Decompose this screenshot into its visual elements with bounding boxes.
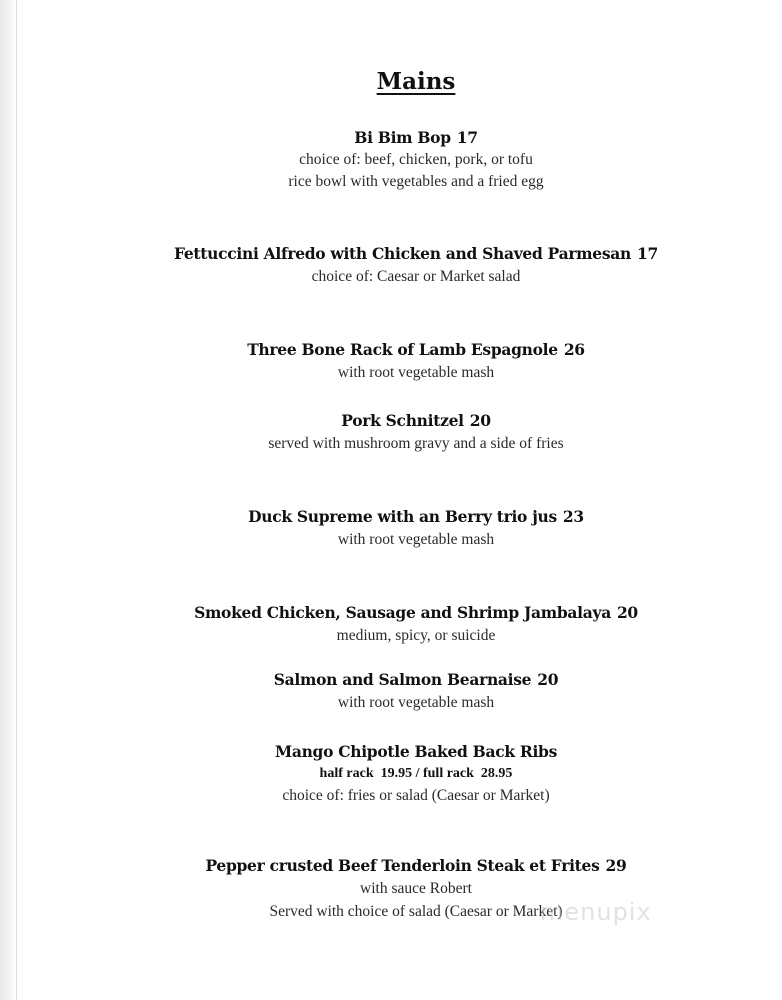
page-edge-shadow [0, 0, 16, 1000]
menu-item-price: 29 [605, 856, 627, 875]
menu-item-price: 20 [537, 670, 559, 689]
menu-item-name-back-ribs: Mango Chipotle Baked Back Ribs [274, 742, 558, 761]
menu-item-name-fettuccini-alfredo: Fettuccini Alfredo with Chicken and Shaved Parmesan 17 [174, 244, 658, 263]
menu-item-name-beef-tenderloin: Pepper crusted Beef Tenderloin Steak et Frites 29 [205, 856, 627, 875]
menu-item-price-options: half rack 19.95 / full rack 28.95 [319, 766, 513, 781]
menu-item-name-pork-schnitzel: Pork Schnitzel 20 [341, 411, 491, 430]
menu-item-name-salmon: Salmon and Salmon Bearnaise 20 [273, 670, 559, 689]
menu-item-price: 17 [456, 128, 478, 147]
menu-item-name-rack-of-lamb: Three Bone Rack of Lamb Espagnole 26 [247, 340, 585, 359]
menu-item-desc: Served with choice of salad (Caesar or Market) [269, 903, 563, 920]
menu-item-name-jambalaya: Smoked Chicken, Sausage and Shrimp Jambalaya 20 [194, 603, 638, 622]
menu-item-desc: rice bowl with vegetables and a fried egg [288, 173, 544, 190]
menu-item-price: 23 [562, 507, 584, 526]
menu-item-desc: choice of: beef, chicken, pork, or tofu [299, 151, 533, 168]
menu-page [16, 0, 782, 1000]
menu-item-desc: served with mushroom gravy and a side of fries [268, 435, 564, 452]
menu-item-desc: choice of: Caesar or Market salad [311, 268, 521, 285]
watermark-logo: menupix [540, 898, 652, 926]
menu-item-desc: choice of: fries or salad (Caesar or Market) [282, 787, 550, 804]
menu-item-desc: with sauce Robert [360, 880, 472, 897]
menu-item-price: 17 [636, 244, 658, 263]
menu-item-desc: with root vegetable mash [337, 364, 495, 381]
menu-item-name-duck-supreme: Duck Supreme with an Berry trio jus 23 [248, 507, 584, 526]
menu-item-price: 20 [616, 603, 638, 622]
menu-item-name-bi-bim-bop: Bi Bim Bop 17 [354, 128, 478, 147]
section-title: Mains [376, 68, 456, 95]
menu-item-desc: with root vegetable mash [337, 694, 495, 711]
menu-item-desc: medium, spicy, or suicide [336, 627, 496, 644]
menu-item-price: 26 [563, 340, 585, 359]
menu-item-desc: with root vegetable mash [337, 531, 495, 548]
menu-item-price: 20 [469, 411, 491, 430]
